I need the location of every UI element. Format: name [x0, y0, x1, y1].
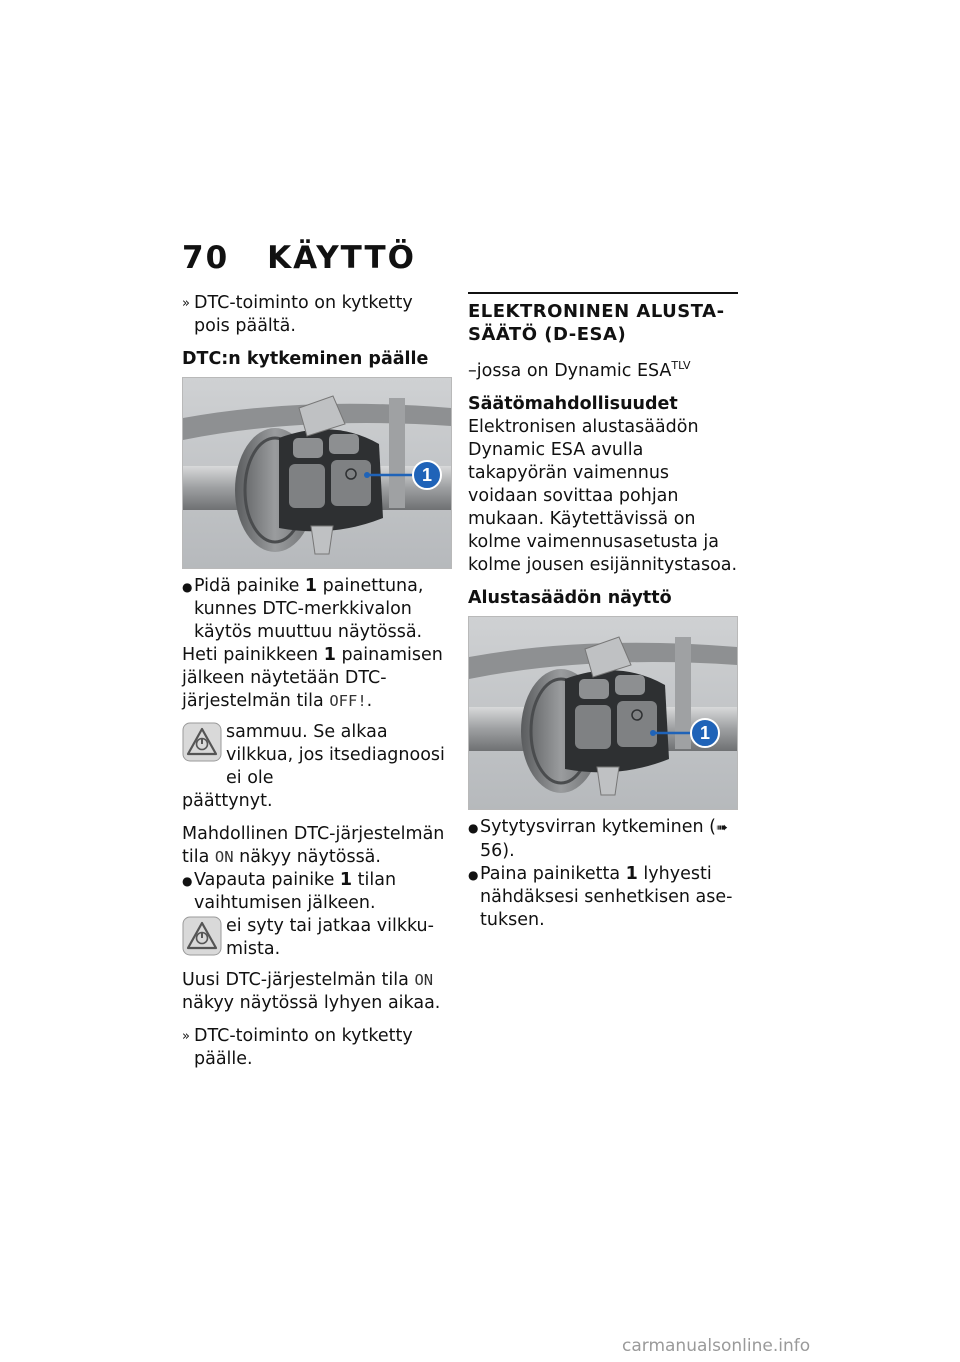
- step-release-button: ● Vapauta painike 1 tilan vaihtumisen jälkeen.: [182, 870, 397, 913]
- result-marker-icon: »: [182, 296, 190, 311]
- result-marker-icon: »: [182, 1029, 190, 1044]
- callout-1: 1: [700, 722, 711, 743]
- page-header: [182, 240, 416, 276]
- result-dtc-off: » DTC-toiminto on kytketty pois päältä.: [182, 293, 413, 336]
- step-ignition-on: ● Sytytysvirran kytkeminen (➠ 56).: [468, 816, 728, 861]
- bullet-icon: ●: [468, 820, 479, 835]
- handlebar-switch-illustration: [469, 617, 737, 809]
- bullet-icon: ●: [182, 580, 193, 594]
- paragraph-dtc-on-state: Mahdollinen DTC-järjestelmän tila ON näkyy näytössä.: [182, 824, 445, 867]
- right-column: [468, 292, 738, 932]
- section-divider: [468, 292, 738, 294]
- warning-note-2: ei syty tai jatkaa vilkkumista.: [182, 915, 450, 961]
- chapter-title: KÄYTTÖ: [267, 240, 416, 276]
- handlebar-switch-figure-2: [468, 616, 738, 810]
- watermark: carmanualsonline.info: [622, 1336, 811, 1356]
- paragraph-new-state: Uusi DTC-järjestelmän tila ON näkyy näytössä lyhyen aikaa.: [182, 970, 441, 1013]
- section-title: ELEKTRONINEN ALUSTASÄÄTÖ (D-ESA): [468, 301, 725, 345]
- bullet-icon: ●: [182, 874, 193, 888]
- callout-1: 1: [422, 465, 433, 485]
- left-column: [182, 292, 450, 1071]
- handlebar-switch-illustration: [183, 378, 451, 568]
- heading-dtc-on: DTC:n kytkeminen päälle: [182, 349, 429, 369]
- variant-note: –jossa on Dynamic $ESA^{TLV}$: [468, 359, 691, 381]
- handlebar-switch-figure-1: [182, 377, 452, 569]
- paragraph-esa-description: Elektronisen alustasäädön Dynamic ESA avulla takapyörän vaimennus voidaan sovittaa pohjan mukaan. Käytettävissä on kolme vaimennusasetusta ja kolme jousen esijännitystasoa.: [468, 416, 738, 575]
- warning-light-icon: [182, 722, 222, 762]
- step-hold-button: ● Pidä painike 1 painettuna, kunnes DTC-merkkivalon käytös muuttuu näytössä.: [182, 576, 424, 642]
- warning-light-icon: [182, 916, 222, 956]
- result-dtc-on: » DTC-toiminto on kytketty päälle.: [182, 1026, 413, 1069]
- page-number: 70: [182, 240, 230, 276]
- heading-adjustment-options: Säätömahdollisuudet: [468, 393, 678, 414]
- heading-suspension-display: Alustasäädön näyttö: [468, 587, 672, 608]
- page-reference-arrow-icon: ➠: [715, 819, 728, 836]
- step-press-button: ● Paina painiketta 1 lyhyesti nähdäksesi senhetkisen asetuksen.: [468, 863, 733, 930]
- bullet-icon: ●: [468, 867, 479, 882]
- paragraph-dtc-off-state: Heti painikkeen 1 painamisen jälkeen näytetään DTC-järjestelmän tila OFF!.: [182, 645, 443, 711]
- warning-note-1: sammuu. Se alkaa vilkkua, jos itsediagnoosi ei ole päättynyt.: [182, 722, 445, 811]
- page-reference-link[interactable]: 56: [480, 840, 503, 861]
